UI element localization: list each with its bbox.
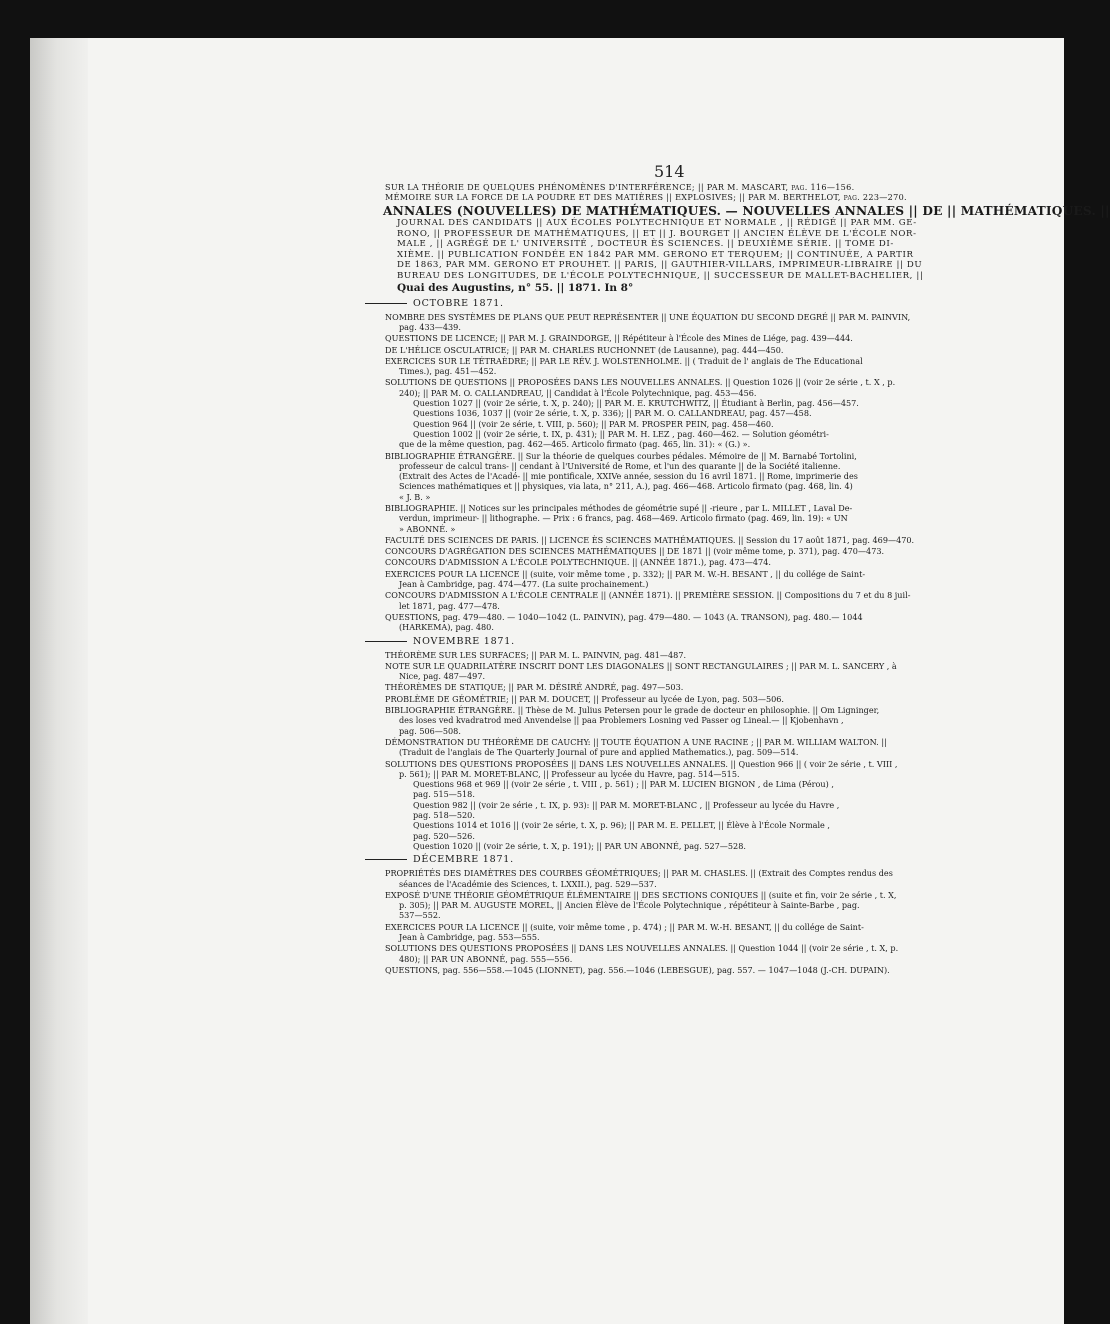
entry-line: des loses ved kvadratrod med Anvendelse || paa Problemers Losning ved Passer og Lineal.— || Kjobenhavn , — [399, 715, 844, 726]
annales-title-line: ANNALES (NOUVELLES) DE MATHÉMATIQUES. — NOUVELLES ANNALES || DE || MATHÉMATIQUES. || — [383, 203, 1110, 218]
entry-line: Nice, pag. 487—497. — [399, 671, 486, 682]
entry-line: CONCOURS D'AGRÉGATION DES SCIENCES MATHÉMATIQUES || DE 1871 || (voir même tome, p. 371), pag. 470—473. — [385, 546, 885, 557]
entry-line: Jean à Cambridge, pag. 553—555. — [399, 931, 540, 942]
entry-line: PROBLÈME DE GÉOMÉTRIE; || PAR M. DOUCET, || Professeur au lycée de Lyon, pag. 503—506. — [385, 693, 785, 704]
entry-line: CONCOURS D'ADMISSION A L'ÉCOLE CENTRALE || (ANNÉE 1871). || PREMIÈRE SESSION. || Compositions du 7 et du 8 juil- — [385, 590, 911, 601]
entry-line: DE L'HÉLICE OSCULATRICE; || PAR M. CHARLES RUCHONNET (de Lausanne), pag. 444—450. — [385, 344, 784, 355]
month-label: OCTOBRE 1871. — [413, 297, 504, 309]
entry-line: Questions 968 et 969 || (voir 2e série , t. VIII , p. 561) ; || PAR M. LUCIEN BIGNON , de Lima (Pérou) , — [413, 779, 834, 790]
annales-title-line: MALE , || AGRÉGÉ DE L' UNIVERSITÉ , DOCTEUR ÈS SCIENCES. || DEUXIÈME SÉRIE. || TOME DI- — [397, 239, 894, 250]
entry-line: p. 305); || PAR M. AUGUSTE MOREL, || Ancien Élève de l'École Polytechnique , répétiteur à Sainte-Barbe , pag. — [399, 900, 860, 911]
entry-line: Question 1020 || (voir 2e série, t. X, p. 191); || PAR UN ABONNÉ, pag. 527—528. — [413, 840, 746, 851]
month-rule — [365, 641, 407, 642]
entry-line: BIBLIOGRAPHIE ÉTRANGÈRE. || Thèse de M. Julius Petersen pour le grade de docteur en philosophie. || Om Ligninger, — [385, 705, 880, 716]
entry-line: pag. 515—518. — [413, 789, 475, 800]
entry-line: EXERCICES POUR LA LICENCE || (suite, voir même tome , p. 474) ; || PAR M. W.-H. BESANT, || du collége de Saint- — [385, 921, 864, 932]
month-label: DÉCEMBRE 1871. — [413, 854, 514, 866]
month-rule — [365, 859, 407, 860]
month-heading — [365, 635, 997, 649]
entry-line: NOMBRE DES SYSTÈMES DE PLANS QUE PEUT REPRÉSENTER || UNE ÉQUATION DU SECOND DEGRÉ || PAR M. PAINVIN, — [385, 311, 911, 322]
entry-line: THÉORÈMES DE STATIQUE; || PAR M. DÉSIRÉ ANDRÉ, pag. 497—503. — [385, 682, 684, 693]
entry-line: que de la même question, pag. 462—465. Articolo firmato (pag. 465, lin. 31): « (G.) ». — [399, 439, 751, 450]
entry-line: SOLUTIONS DES QUESTIONS PROPOSÉES || DANS LES NOUVELLES ANNALES. || Question 966 || ( voir 2e série , t. VIII , — [385, 758, 898, 769]
entry-line: « J. B. » — [399, 491, 431, 502]
entry-line: BIBLIOGRAPHIE. || Notices sur les principales méthodes de géométrie supé || -rieure , par L. MILLET , Laval De- — [385, 503, 853, 513]
entry-line: PROPRIÉTÉS DES DIAMÈTRES DES COURBES GÉOMÉTRIQUES; || PAR M. CHASLES. || (Extrait des Comptes rendus des — [385, 868, 893, 879]
month-section — [385, 635, 997, 852]
month-heading — [365, 853, 997, 867]
entry-line: verdun, imprimeur- || lithographe. — Prix : 6 francs, pag. 468—469. Articolo firmato (pag. 469, lin. 19): « UN — [399, 513, 848, 524]
month-rule — [365, 303, 407, 304]
entry-line: Question 1027 || (voir 2e série, t. X, p. 240); || PAR M. E. KRUTCHWITZ, || Étudiant à Berlin, pag. 456—457. — [413, 398, 859, 409]
entry-line: QUESTIONS, pag. 556—558.—1045 (LIONNET), pag. 556.—1046 (LEBESGUE), pag. 557. — 1047—1048 (J.-CH. DUPAIN). — [385, 964, 890, 975]
entry-line: EXERCICES POUR LA LICENCE || (suite, voir même tome , p. 332); || PAR M. W.-H. BESANT , || du collége de Saint- — [385, 568, 866, 579]
entry-line: » ABONNÉ. » — [399, 523, 456, 534]
entry-line: THÉORÈME SUR LES SURFACES; || PAR M. L. PAINVIN, pag. 481—487. — [385, 649, 687, 660]
month-label: NOVEMBRE 1871. — [413, 635, 515, 647]
entry-line: pag. 520—526. — [413, 830, 475, 841]
page-number: 514 — [654, 162, 685, 181]
entry-line: QUESTIONS DE LICENCE; || PAR M. J. GRAINDORGE, || Répétiteur à l'École des Mines de Liége, pag. 439—444. — [385, 333, 853, 344]
entry-line: Question 964 || (voir 2e série, t. VIII, p. 560); || PAR M. PROSPER PEIN, pag. 458—460. — [413, 418, 774, 429]
header-line: SUR LA THÉORIE DE QUELQUES PHÉNOMÈNES D'INTERFÉRENCE; || PAR M. MASCART, pag. 116—156. — [385, 182, 855, 192]
entry-line: QUESTIONS, pag. 479—480. — 1040—1042 (L. PAINVIN), pag. 479—480. — 1043 (A. TRANSON), pag. 480.— 1044 — [385, 611, 863, 622]
entry-line: Questions 1014 et 1016 || (voir 2e série, t. X, p. 96); || PAR M. E. PELLET, || Élève à l'École Normale , — [413, 820, 830, 831]
month-sections — [385, 297, 997, 976]
annales-title-line: Quai des Augustins, n° 55. || 1871. In 8° — [397, 281, 634, 294]
binding-shadow — [30, 38, 88, 1324]
entry-line: SOLUTIONS DE QUESTIONS || PROPOSÉES DANS LES NOUVELLES ANNALES. || Question 1026 || (voir 2e série , t. X , p. — [385, 377, 896, 388]
entry-line: EXERCICES SUR LE TÉTRAÈDRE; || PAR LE RÉV. J. WOLSTENHOLME. || ( Traduit de l' anglais de The Educational — [385, 355, 863, 366]
entry-line: Sciences mathématiques et || physiques, via lata, n° 211, A.), pag. 466—468. Articolo firmato (pag. 468, lin. 4) — [399, 481, 853, 492]
month-section — [385, 297, 997, 633]
month-section — [385, 853, 997, 975]
annales-heading — [383, 203, 1110, 295]
annales-title-line: XIÈME. || PUBLICATION FONDÉE EN 1842 PAR MM. GERONO ET TERQUEM; || CONTINUÉE, A PARTIR — [397, 249, 914, 260]
entry-line: séances de l'Académie des Sciences, t. LXXII.), pag. 529—537. — [399, 878, 657, 889]
entry-line: (Extrait des Actes de l'Acadé- || mie pontificale, XXIVe année, session du 16 avril 1871. || Rome, imprimerie des — [399, 471, 858, 482]
entry-line: FACULTÉ DES SCIENCES DE PARIS. || LICENCE ÈS SCIENCES MATHÉMATIQUES. || Session du 17 août 1871, pag. 469—470. — [385, 534, 915, 545]
annales-title-line: BUREAU DES LONGITUDES, DE L'ÉCOLE POLYTECHNIQUE, || SUCCESSEUR DE MALLET-BACHELIER, || — [397, 271, 924, 282]
entry-line: DÉMONSTRATION DU THÉORÈME DE CAUCHY: || TOUTE ÉQUATION A UNE RACINE ; || PAR M. WILLIAM WALTON. || — [385, 736, 887, 747]
entry-line: EXPOSÉ D'UNE THÉORIE GÉOMÉTRIQUE ÉLÉMENTAIRE || DES SECTIONS CONIQUES || (suite et fin, voir 2e série , t. X, — [385, 889, 897, 900]
entry-line: pag. 518—520. — [413, 810, 475, 821]
annales-title-line: DE 1863, PAR MM. GERONO ET PROUHET. || PARIS, || GAUTHIER-VILLARS, IMPRIMEUR-LIBRAIRE || DU — [397, 260, 923, 271]
entry-line: Question 982 || (voir 2e série , t. IX, p. 93): || PAR M. MORET-BLANC , || Professeur au lycée du Havre , — [413, 799, 840, 810]
entry-line: Question 1002 || (voir 2e série, t. IX, p. 431); || PAR M. H. LEZ , pag. 460—462. — Solution géométri- — [413, 428, 829, 439]
entry-line: NOTE SUR LE QUADRILATÈRE INSCRIT DONT LES DIAGONALES || SONT RECTANGULAIRES ; || PAR M. L. SANCERY , à — [385, 660, 897, 671]
entry-line: SOLUTIONS DES QUESTIONS PROPOSÉES || DANS LES NOUVELLES ANNALES. || Question 1044 || (voir 2e série , t. X, p. — [385, 943, 899, 954]
entry-line: Questions 1036, 1037 || (voir 2e série, t. X, p. 336); || PAR M. O. CALLANDREAU, pag. 457—458. — [413, 408, 812, 419]
entry-line: Times.), pag. 451—452. — [399, 366, 497, 377]
entry-line: 537—552. — [399, 910, 441, 921]
annales-title-line: RONO, || PROFESSEUR DE MATHÉMATIQUES, || ET || J. BOURGET || ANCIEN ÉLÈVE DE L'ÉCOLE NOR- — [397, 228, 917, 239]
entry-line: Jean à Cambridge, pag. 474—477. (La suite prochainement.) — [399, 579, 649, 590]
entry-line: 240); || PAR M. O. CALLANDREAU, || Candidat à l'École Polytechnique, pag. 453—456. — [399, 387, 757, 398]
entry-line: professeur de calcul trans- || cendant à l'Université de Rome, et l'un des quarante || de la Société italienne. — [399, 460, 841, 471]
header-line: MÉMOIRE SUR LA FORCE DE LA POUDRE ET DES MATIÈRES || EXPLOSIVES; || PAR M. BERTHELOT, pag. 223—270. — [385, 192, 907, 203]
entry-line: pag. 506—508. — [399, 725, 461, 736]
entry-line: CONCOURS D'ADMISSION A L'ÉCOLE POLYTECHNIQUE. || (ANNÉE 1871.), pag. 473—474. — [385, 557, 771, 568]
entry-line: (Traduit de l'anglais de The Quarterly Journal of pure and applied Mathematics.), pag. 509—514. — [399, 747, 799, 758]
entry-line: (HARKEMA), pag. 480. — [399, 622, 494, 633]
entry-line: pag. 433—439. — [399, 321, 461, 332]
entry-line: BIBLIOGRAPHIE ÉTRANGÈRE. || Sur la théorie de quelques courbes pédales. Mémoire de || M. Barnabé Tortolini, — [385, 450, 857, 461]
entry-line: 480); || PAR UN ABONNÉ, pag. 555—556. — [399, 953, 573, 964]
entry-line: let 1871, pag. 477—478. — [399, 600, 500, 611]
index-body — [383, 182, 1110, 975]
month-heading — [365, 297, 997, 311]
entry-line: p. 561); || PAR M. MORET-BLANC, || Professeur au lycée du Havre, pag. 514—515. — [399, 768, 740, 779]
annales-title-line: JOURNAL DES CANDIDATS || AUX ÉCOLES POLYTECHNIQUE ET NORMALE , || RÉDIGÉ || PAR MM. GE- — [397, 218, 917, 229]
